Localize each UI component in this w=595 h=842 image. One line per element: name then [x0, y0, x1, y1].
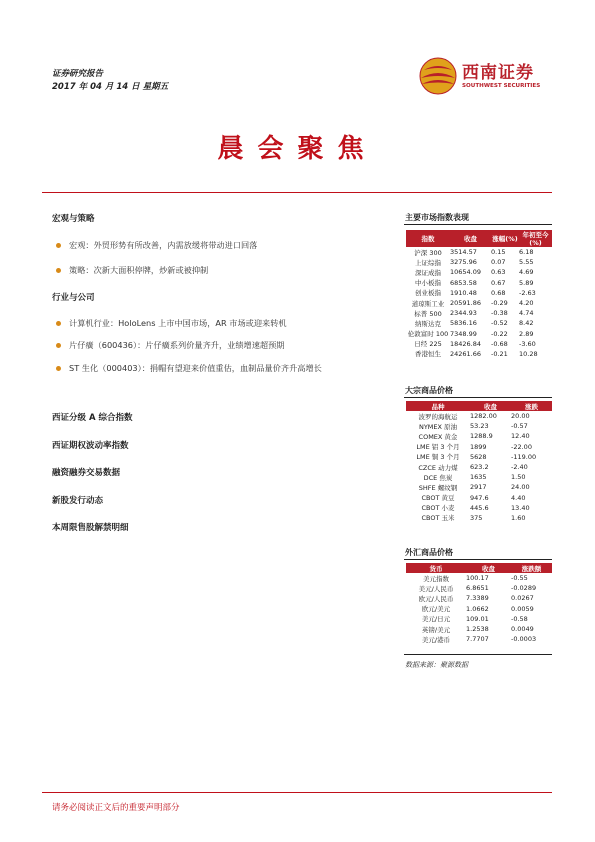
table-cell: 5.89: [519, 278, 534, 287]
table-cell: 375: [470, 513, 483, 522]
header-divider: [42, 192, 552, 193]
table-cell: 欧元/人民币: [418, 594, 454, 603]
company-logo: [418, 52, 568, 98]
table-row: [406, 318, 552, 328]
table-cell: 0.63: [491, 268, 506, 277]
table-cell: 创业板指: [415, 289, 441, 298]
column-header: 货币: [406, 563, 466, 573]
table-cell: CBOT 小麦: [421, 504, 455, 513]
list-item-text: 策略：次新大面积停牌，炒新或被抑制: [69, 265, 209, 275]
table-cell: 5836.16: [450, 319, 477, 328]
table-cell: DCE 焦炭: [423, 473, 453, 482]
table-row: [406, 493, 552, 503]
column-header: 指数: [406, 230, 450, 247]
bullet-icon: [56, 321, 61, 326]
section-link-lockup-expiry: 本周限售股解禁明细: [52, 523, 129, 533]
list-item-text: 宏观：外贸形势有所改善，内需放缓将带动进口回落: [69, 240, 258, 250]
table-cell: 1.60: [511, 513, 526, 522]
table-cell: 10.28: [519, 349, 538, 358]
fx-table: [406, 563, 552, 644]
table-cell: -0.38: [491, 309, 508, 318]
table-cell: 13.40: [511, 503, 530, 512]
table-header-row: [406, 563, 552, 573]
table-cell: 1635: [470, 473, 487, 482]
footer-disclaimer: 请务必阅读正文后的重要声明部分: [52, 803, 180, 813]
index-table: [406, 230, 552, 359]
table-cell: 100.17: [466, 574, 489, 583]
fx-table-title: 外汇商品价格: [405, 548, 453, 557]
table-cell: 0.67: [491, 278, 506, 287]
section-link-option-volatility: 西证期权波动率指数: [52, 441, 129, 451]
report-type: 证券研究报告: [52, 69, 104, 79]
table-cell: 24.00: [511, 483, 530, 492]
table-cell: COMEX 黄金: [418, 432, 458, 441]
table-cell: 24261.66: [450, 349, 482, 358]
data-source-note: 数据来源：聚源数据: [405, 661, 468, 669]
table-cell: 1288.9: [470, 432, 493, 441]
table-row: [406, 462, 552, 472]
table-cell: 0.0059: [511, 604, 534, 613]
table-row: [406, 634, 552, 644]
table-cell: 1.0662: [466, 604, 489, 613]
column-header: 涨幅(%): [491, 230, 519, 247]
table-row: [406, 278, 552, 288]
table-cell: 1910.48: [450, 288, 477, 297]
table-cell: -0.0003: [511, 635, 537, 644]
table-cell: 美元/日元: [421, 615, 451, 624]
table-cell: 波罗的海航运: [418, 412, 458, 421]
table-cell: 中小板指: [415, 279, 441, 288]
table-row: [406, 442, 552, 452]
table-row: [406, 472, 552, 482]
table-cell: 0.0267: [511, 594, 534, 603]
section-link-grade-a-index: 西证分级 A 综合指数: [52, 413, 133, 423]
table-cell: -0.21: [491, 349, 508, 358]
table-cell: -0.68: [491, 339, 508, 348]
table-divider: [404, 224, 552, 225]
table-cell: 7.7707: [466, 635, 489, 644]
table-cell: 3514.57: [450, 248, 477, 257]
table-cell: NYMEX 原油: [418, 422, 458, 431]
column-header: 收盘: [450, 230, 491, 247]
bullet-icon: [56, 366, 61, 371]
column-header: 年初至今(%): [519, 230, 552, 247]
table-row: [406, 329, 552, 339]
list-item: [56, 265, 208, 276]
table-row: [406, 624, 552, 634]
table-cell: 2.89: [519, 329, 534, 338]
table-cell: -119.00: [511, 452, 537, 461]
table-cell: 4.69: [519, 268, 534, 277]
table-cell: 0.15: [491, 248, 506, 257]
table-row: [406, 593, 552, 603]
table-cell: 4.20: [519, 299, 534, 308]
table-cell: 美元/港币: [421, 635, 451, 644]
table-cell: 12.40: [511, 432, 530, 441]
commodity-table: [406, 401, 552, 523]
table-cell: 7348.99: [450, 329, 477, 338]
table-cell: 4.40: [511, 493, 526, 502]
logo-emblem-icon: [418, 56, 458, 96]
table-cell: 日经 225: [414, 340, 442, 349]
list-item: [56, 340, 284, 351]
table-cell: 4.74: [519, 309, 534, 318]
table-cell: 美元指数: [423, 574, 449, 583]
commodity-table-title: 大宗商品价格: [405, 386, 453, 395]
table-cell: -0.52: [491, 319, 508, 328]
index-table-body: [406, 247, 552, 359]
table-cell: 623.2: [470, 463, 489, 472]
fx-table-body: [406, 573, 552, 644]
table-cell: 6853.58: [450, 278, 477, 287]
table-cell: 伦敦富时 100: [407, 330, 449, 339]
table-cell: 0.07: [491, 258, 506, 267]
section-link-ipo-news: 新股发行动态: [52, 496, 104, 506]
table-cell: 0.68: [491, 288, 506, 297]
table-cell: 标普 500: [414, 309, 442, 318]
table-cell: 上证综指: [415, 258, 441, 267]
table-cell: 947.6: [470, 493, 489, 502]
table-divider: [404, 397, 552, 398]
list-item-text: ST 生化（000403）：捐帽有望迎来价值重估，血制品量价齐升高增长: [69, 363, 322, 373]
table-row: [406, 267, 552, 277]
table-cell: 10654.09: [450, 268, 482, 277]
table-cell: 20.00: [511, 412, 530, 421]
table-cell: 道琼斯工业: [411, 299, 445, 308]
table-cell: LME 铝 3 个月: [416, 443, 460, 452]
column-header: 涨跌额: [511, 563, 552, 573]
table-row: [406, 339, 552, 349]
table-cell: 1.2538: [466, 625, 489, 634]
table-cell: 6.8651: [466, 584, 489, 593]
table-cell: 美元/人民币: [418, 584, 454, 593]
table-cell: 6.18: [519, 248, 534, 257]
table-cell: CZCE 动力煤: [418, 463, 458, 472]
table-divider: [404, 654, 552, 655]
table-row: [406, 573, 552, 583]
table-cell: 香港恒生: [415, 350, 441, 359]
table-cell: 7.3389: [466, 594, 489, 603]
table-row: [406, 421, 552, 431]
table-cell: -0.55: [511, 574, 528, 583]
table-cell: 2344.93: [450, 309, 477, 318]
table-cell: -2.40: [511, 463, 528, 472]
table-row: [406, 604, 552, 614]
logo-name-en: SOUTHWEST SECURITIES: [462, 83, 541, 89]
column-header: 收盘: [470, 401, 511, 411]
table-cell: 沪深 300: [414, 248, 442, 257]
table-cell: -0.58: [511, 614, 528, 623]
table-cell: 20591.86: [450, 299, 482, 308]
table-row: [406, 503, 552, 513]
report-date: 2017 年 04 月 14 日 星期五: [52, 82, 169, 92]
index-table-title: 主要市场指数表现: [405, 213, 469, 222]
table-cell: -2.63: [519, 288, 536, 297]
table-row: [406, 482, 552, 492]
table-row: [406, 614, 552, 624]
table-row: [406, 411, 552, 421]
table-row: [406, 452, 552, 462]
table-cell: 445.6: [470, 503, 489, 512]
section-heading-macro: 宏观与策略: [52, 214, 95, 224]
table-cell: 0.0049: [511, 625, 534, 634]
column-header: 品种: [406, 401, 470, 411]
table-row: [406, 298, 552, 308]
logo-name-cn: 西南证券: [462, 63, 534, 83]
table-row: [406, 431, 552, 441]
table-row: [406, 247, 552, 257]
table-cell: 2917: [470, 483, 487, 492]
table-row: [406, 257, 552, 267]
table-cell: 18426.84: [450, 339, 482, 348]
bullet-icon: [56, 343, 61, 348]
section-heading-industry: 行业与公司: [52, 293, 95, 303]
table-cell: 53.23: [470, 422, 489, 431]
table-row: [406, 349, 552, 359]
table-cell: -3.60: [519, 339, 536, 348]
table-cell: -0.57: [511, 422, 528, 431]
table-cell: 纳斯达克: [415, 319, 441, 328]
column-header: 涨跌: [511, 401, 552, 411]
list-item: [56, 318, 287, 329]
table-cell: SHFE 螺纹钢: [418, 483, 458, 492]
table-cell: -22.00: [511, 442, 532, 451]
table-cell: -0.22: [491, 329, 508, 338]
bullet-icon: [56, 243, 61, 248]
list-item: [56, 363, 322, 374]
commodity-table-body: [406, 411, 552, 523]
table-cell: 1899: [470, 442, 487, 451]
bullet-icon: [56, 268, 61, 273]
table-cell: -0.0289: [511, 584, 537, 593]
table-cell: 1.50: [511, 473, 526, 482]
table-row: [406, 288, 552, 298]
section-link-margin-trading: 融资融券交易数据: [52, 468, 121, 478]
table-cell: 5.55: [519, 258, 534, 267]
table-cell: 3275.96: [450, 258, 477, 267]
table-divider: [404, 559, 552, 560]
table-cell: CBOT 黄豆: [421, 494, 455, 503]
table-row: [406, 308, 552, 318]
table-cell: LME 铜 3 个月: [416, 453, 460, 462]
table-header-row: [406, 401, 552, 411]
table-cell: -0.29: [491, 299, 508, 308]
table-cell: 英镑/美元: [421, 625, 451, 634]
table-row: [406, 583, 552, 593]
table-row: [406, 513, 552, 523]
list-item: [56, 240, 257, 251]
table-cell: 8.42: [519, 319, 534, 328]
column-header: 收盘: [466, 563, 511, 573]
table-header-row: [406, 230, 552, 247]
table-cell: 1282.00: [470, 412, 497, 421]
table-cell: 欧元/美元: [421, 605, 451, 614]
list-item-text: 计算机行业：HoloLens 上市中国市场，AR 市场或迎来转机: [69, 318, 287, 328]
footer-divider: [42, 792, 552, 793]
list-item-text: 片仔癀（600436）：片仔癀系列价量齐升，业绩增速超预期: [69, 340, 285, 350]
table-cell: 109.01: [466, 614, 489, 623]
table-cell: CBOT 玉米: [421, 514, 455, 523]
table-cell: 深证成指: [415, 268, 441, 277]
page-title: 晨会聚焦: [217, 134, 378, 164]
table-cell: 5628: [470, 452, 487, 461]
